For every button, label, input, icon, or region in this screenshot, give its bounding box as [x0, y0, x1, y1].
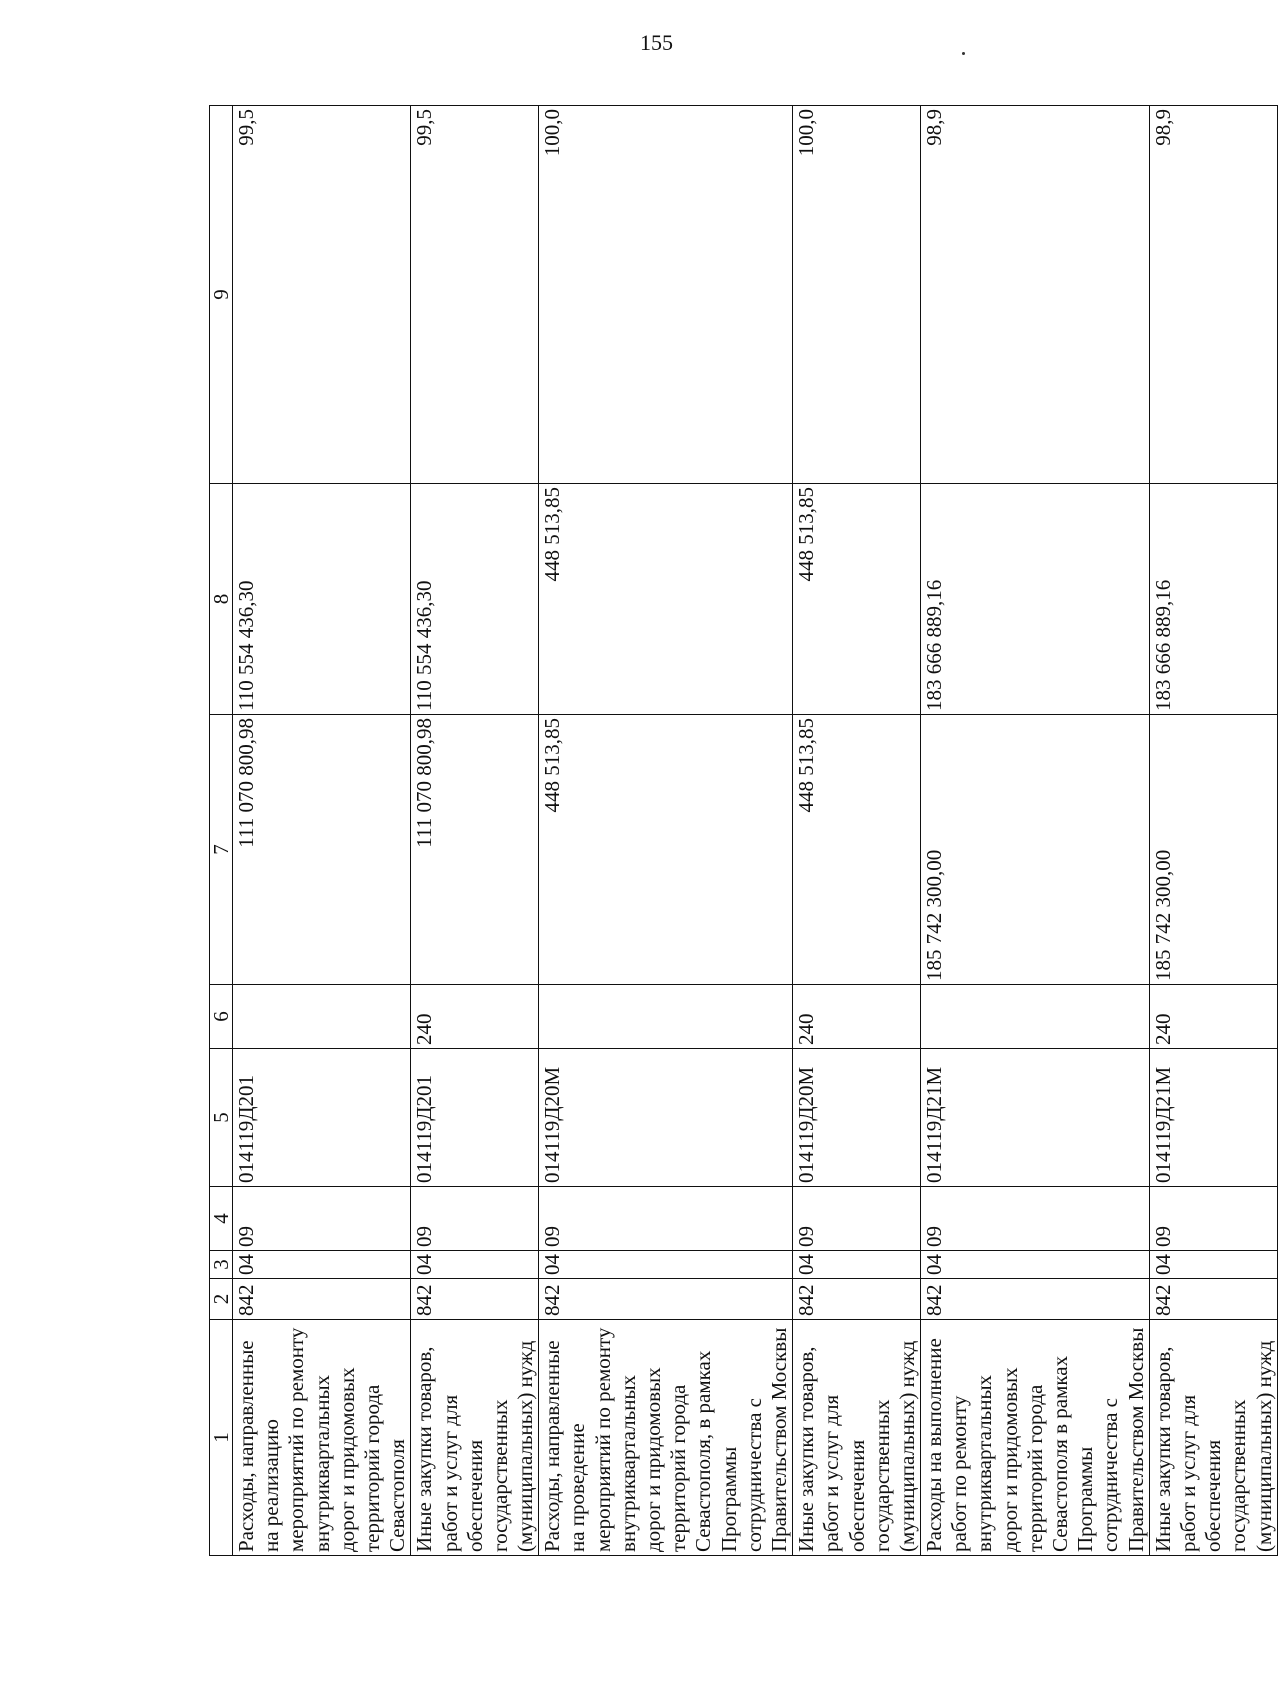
target-article-cell: 014119Д201 [411, 1049, 539, 1187]
subsection-code-cell: 09 [233, 1187, 411, 1251]
section-code-cell: 04 [233, 1251, 411, 1279]
table-row [411, 106, 539, 1556]
column-header: 4 [210, 1187, 233, 1251]
expense-type-cell: 240 [411, 985, 539, 1049]
section-code-cell: 04 [539, 1251, 793, 1279]
rotated-table-container [209, 106, 1276, 1556]
expense-name-cell: Иные закупки товаров, работ и услуг для обеспечения государственных (муниципальных) нужд [411, 1320, 539, 1556]
grbs-code-cell: 842 [1149, 1279, 1277, 1320]
column-header: 9 [210, 106, 233, 484]
subsection-code-cell: 09 [411, 1187, 539, 1251]
percent-cell: 98,9 [1149, 106, 1277, 484]
target-article-cell: 014119Д21М [1149, 1049, 1277, 1187]
grbs-code-cell: 842 [411, 1279, 539, 1320]
percent-cell: 100,0 [539, 106, 793, 484]
page-number: 155 [640, 30, 673, 55]
actual-amount-cell: 110 554 436,30 [233, 484, 411, 715]
table-row [539, 106, 793, 1556]
actual-amount-cell: 183 666 889,16 [1149, 484, 1277, 715]
expense-name-cell: Иные закупки товаров, работ и услуг для обеспечения государственных (муниципальных) нужд [1149, 1320, 1277, 1556]
grbs-code-cell: 842 [793, 1279, 921, 1320]
expense-name-cell: Расходы на выполнение работ по ремонту внутриквартальных дорог и придомовых территорий города Севастополя в рамках Программы сотрудничества с Правительством Москвы [921, 1320, 1150, 1556]
column-header: 8 [210, 484, 233, 715]
planned-amount-cell: 111 070 800,98 [233, 715, 411, 985]
grbs-code-cell: 842 [921, 1279, 1150, 1320]
column-header: 2 [210, 1279, 233, 1320]
target-article-cell: 014119Д21М [921, 1049, 1150, 1187]
column-header: 1 [210, 1320, 233, 1556]
budget-table [209, 105, 1278, 1556]
expense-type-cell [539, 985, 793, 1049]
section-code-cell: 04 [411, 1251, 539, 1279]
target-article-cell: 014119Д201 [233, 1049, 411, 1187]
percent-cell: 99,5 [233, 106, 411, 484]
table-row [921, 106, 1150, 1556]
subsection-code-cell: 09 [921, 1187, 1150, 1251]
grbs-code-cell: 842 [539, 1279, 793, 1320]
actual-amount-cell: 110 554 436,30 [411, 484, 539, 715]
actual-amount-cell: 183 666 889,16 [921, 484, 1150, 715]
expense-name-cell: Расходы, направленные на реализацию мероприятий по ремонту внутриквартальных дорог и придомовых территорий города Севастополя [233, 1320, 411, 1556]
subsection-code-cell: 09 [539, 1187, 793, 1251]
table-row [1149, 106, 1277, 1556]
table-row [793, 106, 921, 1556]
percent-cell: 98,9 [921, 106, 1150, 484]
table-row [233, 106, 411, 1556]
actual-amount-cell: 448 513,85 [539, 484, 793, 715]
section-code-cell: 04 [921, 1251, 1150, 1279]
column-header: 3 [210, 1251, 233, 1279]
planned-amount-cell: 185 742 300,00 [921, 715, 1150, 985]
expense-type-cell [921, 985, 1150, 1049]
table-body [233, 106, 1278, 1556]
percent-cell: 100,0 [793, 106, 921, 484]
subsection-code-cell: 09 [793, 1187, 921, 1251]
column-number-row [210, 106, 233, 1556]
expense-name-cell: Иные закупки товаров, работ и услуг для обеспечения государственных (муниципальных) нужд [793, 1320, 921, 1556]
planned-amount-cell: 185 742 300,00 [1149, 715, 1277, 985]
grbs-code-cell: 842 [233, 1279, 411, 1320]
actual-amount-cell: 448 513,85 [793, 484, 921, 715]
percent-cell: 99,5 [411, 106, 539, 484]
expense-type-cell: 240 [1149, 985, 1277, 1049]
column-header: 6 [210, 985, 233, 1049]
table-header [210, 106, 233, 1556]
planned-amount-cell: 111 070 800,98 [411, 715, 539, 985]
planned-amount-cell: 448 513,85 [539, 715, 793, 985]
section-code-cell: 04 [793, 1251, 921, 1279]
section-code-cell: 04 [1149, 1251, 1277, 1279]
target-article-cell: 014119Д20М [793, 1049, 921, 1187]
column-header: 5 [210, 1049, 233, 1187]
column-header: 7 [210, 715, 233, 985]
target-article-cell: 014119Д20М [539, 1049, 793, 1187]
expense-type-cell [233, 985, 411, 1049]
expense-name-cell: Расходы, направленные на проведение мероприятий по ремонту внутриквартальных дорог и придомовых территорий города Севастополя, в рамках Программы сотрудничества с Правительством Москвы [539, 1320, 793, 1556]
scan-speck [962, 52, 965, 55]
expense-type-cell: 240 [793, 985, 921, 1049]
subsection-code-cell: 09 [1149, 1187, 1277, 1251]
planned-amount-cell: 448 513,85 [793, 715, 921, 985]
